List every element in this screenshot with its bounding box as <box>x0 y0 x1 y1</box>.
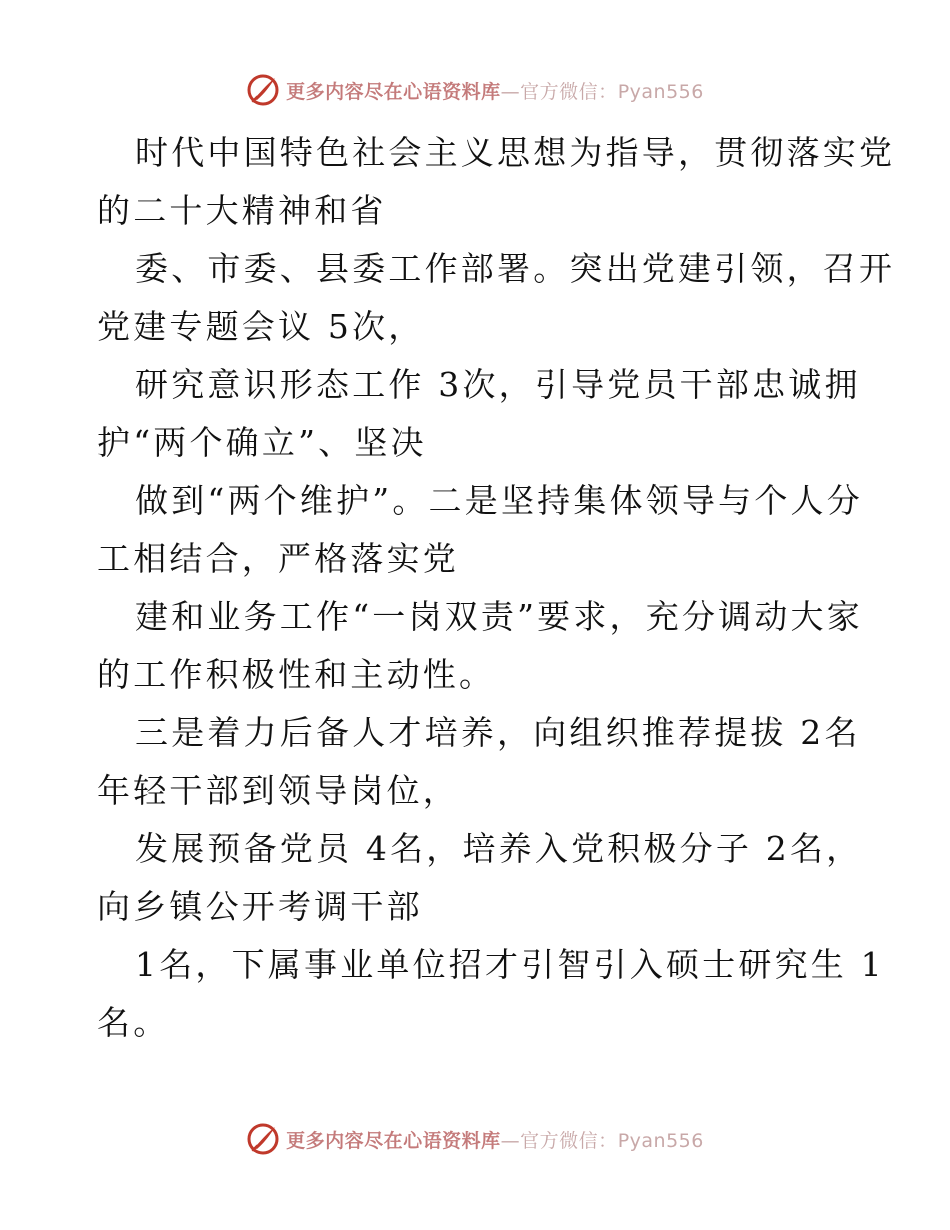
footer-banner-inner <box>246 1122 704 1156</box>
footer-site-text: 更多内容尽在心语资料库 <box>286 1129 501 1152</box>
body-line: 党建专题会议 5次， <box>97 307 425 346</box>
body-line: 年轻干部到领导岗位， <box>97 771 459 810</box>
body-line: 建和业务工作“一岗双责”要求，充分调动大家 <box>135 597 863 636</box>
footer-banner-text <box>286 1126 704 1153</box>
body-line: 发展预备党员 4名，培养入党积极分子 2名， <box>135 829 863 868</box>
header-banner-inner <box>246 73 704 107</box>
body-line: 三是着力后备人才培养，向组织推荐提拔 2名 <box>135 713 861 752</box>
header-banner-text <box>286 77 704 104</box>
body-line: 向乡镇公开考调干部 <box>97 887 423 926</box>
body-line: 做到“两个维护”。二是坚持集体领导与个人分 <box>135 481 863 520</box>
header-wechat-label: 官方微信： <box>520 80 618 103</box>
footer-wechat-id: Pyan556 <box>617 1129 704 1152</box>
header-dash: — <box>500 80 521 103</box>
body-line: 护“两个确立”、坚决 <box>97 423 427 462</box>
body-text <box>97 124 896 1052</box>
body-line: 时代中国特色社会主义思想为指导，贯彻落实党 <box>135 133 896 172</box>
footer-dash: — <box>500 1129 521 1152</box>
body-line: 工相结合，严格落实党 <box>97 539 459 578</box>
body-line: 委、市委、县委工作部署。突出党建引领，召开 <box>135 249 896 288</box>
body-line: 名。 <box>97 1003 170 1042</box>
body-line: 研究意识形态工作 3次，引导党员干部忠诚拥 <box>135 365 861 404</box>
body-line: 1名，下属事业单位招才引智引入硕士研究生 1 <box>135 945 885 984</box>
body-line: 的工作积极性和主动性。 <box>97 655 496 694</box>
header-wechat-id: Pyan556 <box>617 80 704 103</box>
quill-logo-icon <box>246 73 280 107</box>
header-banner <box>0 70 950 110</box>
footer-wechat-label: 官方微信： <box>520 1129 618 1152</box>
quill-logo-icon <box>246 1122 280 1156</box>
footer-banner <box>0 1119 950 1159</box>
body-line: 的二十大精神和省 <box>97 191 387 230</box>
header-site-text: 更多内容尽在心语资料库 <box>286 80 501 103</box>
